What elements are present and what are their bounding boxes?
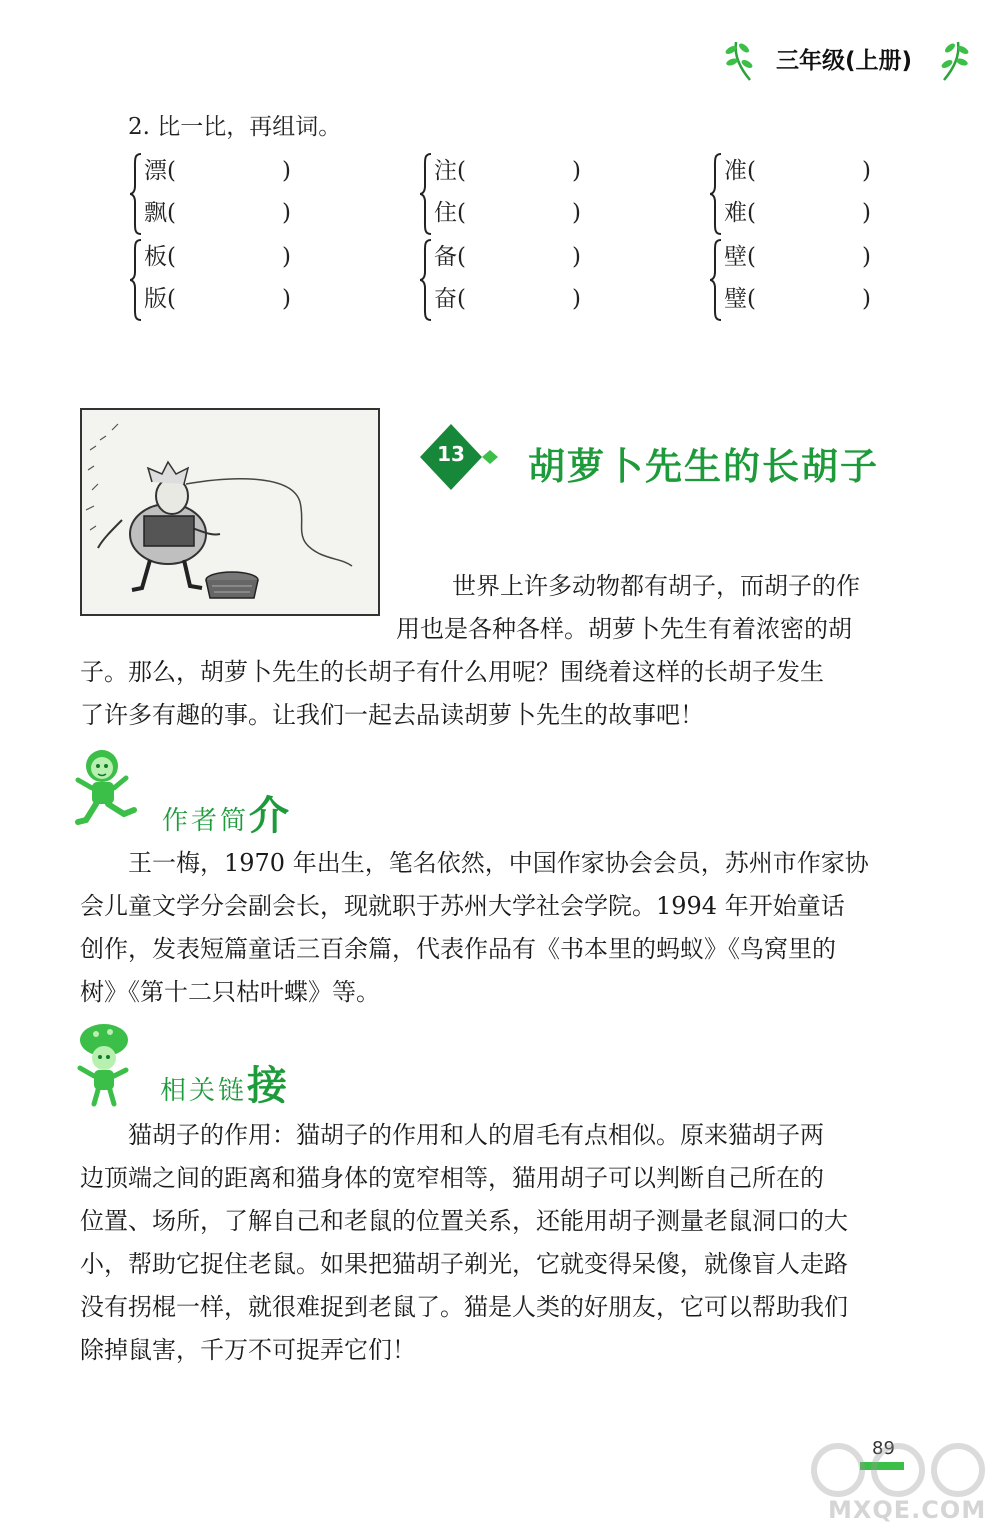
author-line: 树》《第十二只枯叶蝶》等。: [80, 978, 380, 1006]
link-body: [80, 1114, 912, 1372]
brace-icon: [708, 150, 724, 238]
author-body: [80, 842, 912, 1014]
char-pair-group: [708, 236, 908, 324]
author-section-title: 作者简介: [162, 793, 293, 839]
pair-bottom: 难( ): [724, 200, 871, 226]
pair-bottom: 住( ): [434, 200, 581, 226]
link-line: 位置、场所，了解自己和老鼠的位置关系，还能用胡子测量老鼠洞口的大: [80, 1207, 848, 1235]
watermark-logo-icon: [808, 1440, 988, 1500]
char-pair-group: [708, 150, 908, 238]
leaf-ornament-icon: [938, 38, 972, 84]
pair-bottom: 飘( ): [144, 200, 291, 226]
intro-line: 用也是各种各样。胡萝卜先生有着浓密的胡: [396, 615, 852, 643]
link-line: 猫胡子的作用：猫胡子的作用和人的眉毛有点相似。原来猫胡子两: [128, 1121, 824, 1149]
grade-header: [722, 38, 972, 84]
watermark: [808, 1440, 988, 1530]
char-pair-group: [418, 236, 618, 324]
pair-top: 备( ): [434, 244, 581, 270]
author-line: 创作，发表短篇童话三百余篇，代表作品有《书本里的蚂蚁》《鸟窝里的: [80, 935, 836, 963]
intro-line: 了许多有趣的事。让我们一起去品读胡萝卜先生的故事吧！: [80, 701, 704, 729]
pair-bottom: 奋( ): [434, 286, 581, 312]
brace-icon: [418, 236, 434, 324]
brace-icon: [708, 236, 724, 324]
brace-icon: [128, 236, 144, 324]
pair-top: 准( ): [724, 158, 871, 184]
watermark-text: MXQE.COM: [828, 1496, 987, 1524]
leaf-ornament-icon: [722, 38, 756, 84]
lesson-title: 胡萝卜先生的长胡子: [528, 445, 879, 488]
char-pair-group: [418, 150, 618, 238]
pair-top: 壁( ): [724, 244, 871, 270]
char-pair-group: [128, 150, 328, 238]
grade-title: 三年级(上册): [775, 48, 913, 74]
author-line: 会儿童文学分会副会长，现就职于苏州大学社会学院。1994 年开始童话: [80, 892, 845, 920]
pair-bottom: 璧( ): [724, 286, 871, 312]
brace-icon: [418, 150, 434, 238]
char-pair-group: [128, 236, 328, 324]
mushroom-kid-icon: [70, 1020, 142, 1110]
link-line: 没有拐棍一样，就很难捉到老鼠了。猫是人类的好朋友，它可以帮助我们: [80, 1293, 848, 1321]
pair-bottom: 版( ): [144, 286, 291, 312]
exercise-title: 2. 比一比，再组词。: [128, 114, 342, 140]
pair-top: 漂( ): [144, 158, 291, 184]
link-section-title: 相关链接: [160, 1063, 291, 1109]
link-line: 边顶端之间的距离和猫身体的宽窄相等，猫用胡子可以判断自己所在的: [80, 1164, 824, 1192]
link-line: 除掉鼠害，千万不可捉弄它们！: [80, 1336, 416, 1364]
intro-line: 世界上许多动物都有胡子，而胡子的作: [452, 572, 860, 600]
lesson-number-badge: [418, 422, 500, 492]
link-line: 小，帮助它捉住老鼠。如果把猫胡子剃光，它就变得呆傻，就像盲人走路: [80, 1250, 848, 1278]
lesson-intro: [80, 565, 912, 737]
brace-icon: [128, 150, 144, 238]
intro-line: 子。那么，胡萝卜先生的长胡子有什么用呢？围绕着这样的长胡子发生: [80, 658, 824, 686]
page-number: 89: [872, 1438, 895, 1459]
pair-top: 板( ): [144, 244, 291, 270]
lesson-number: 13: [437, 442, 465, 466]
running-kid-icon: [72, 744, 144, 834]
pair-top: 注( ): [434, 158, 581, 184]
author-line: 王一梅，1970 年出生，笔名依然，中国作家协会会员，苏州市作家协: [128, 849, 869, 877]
